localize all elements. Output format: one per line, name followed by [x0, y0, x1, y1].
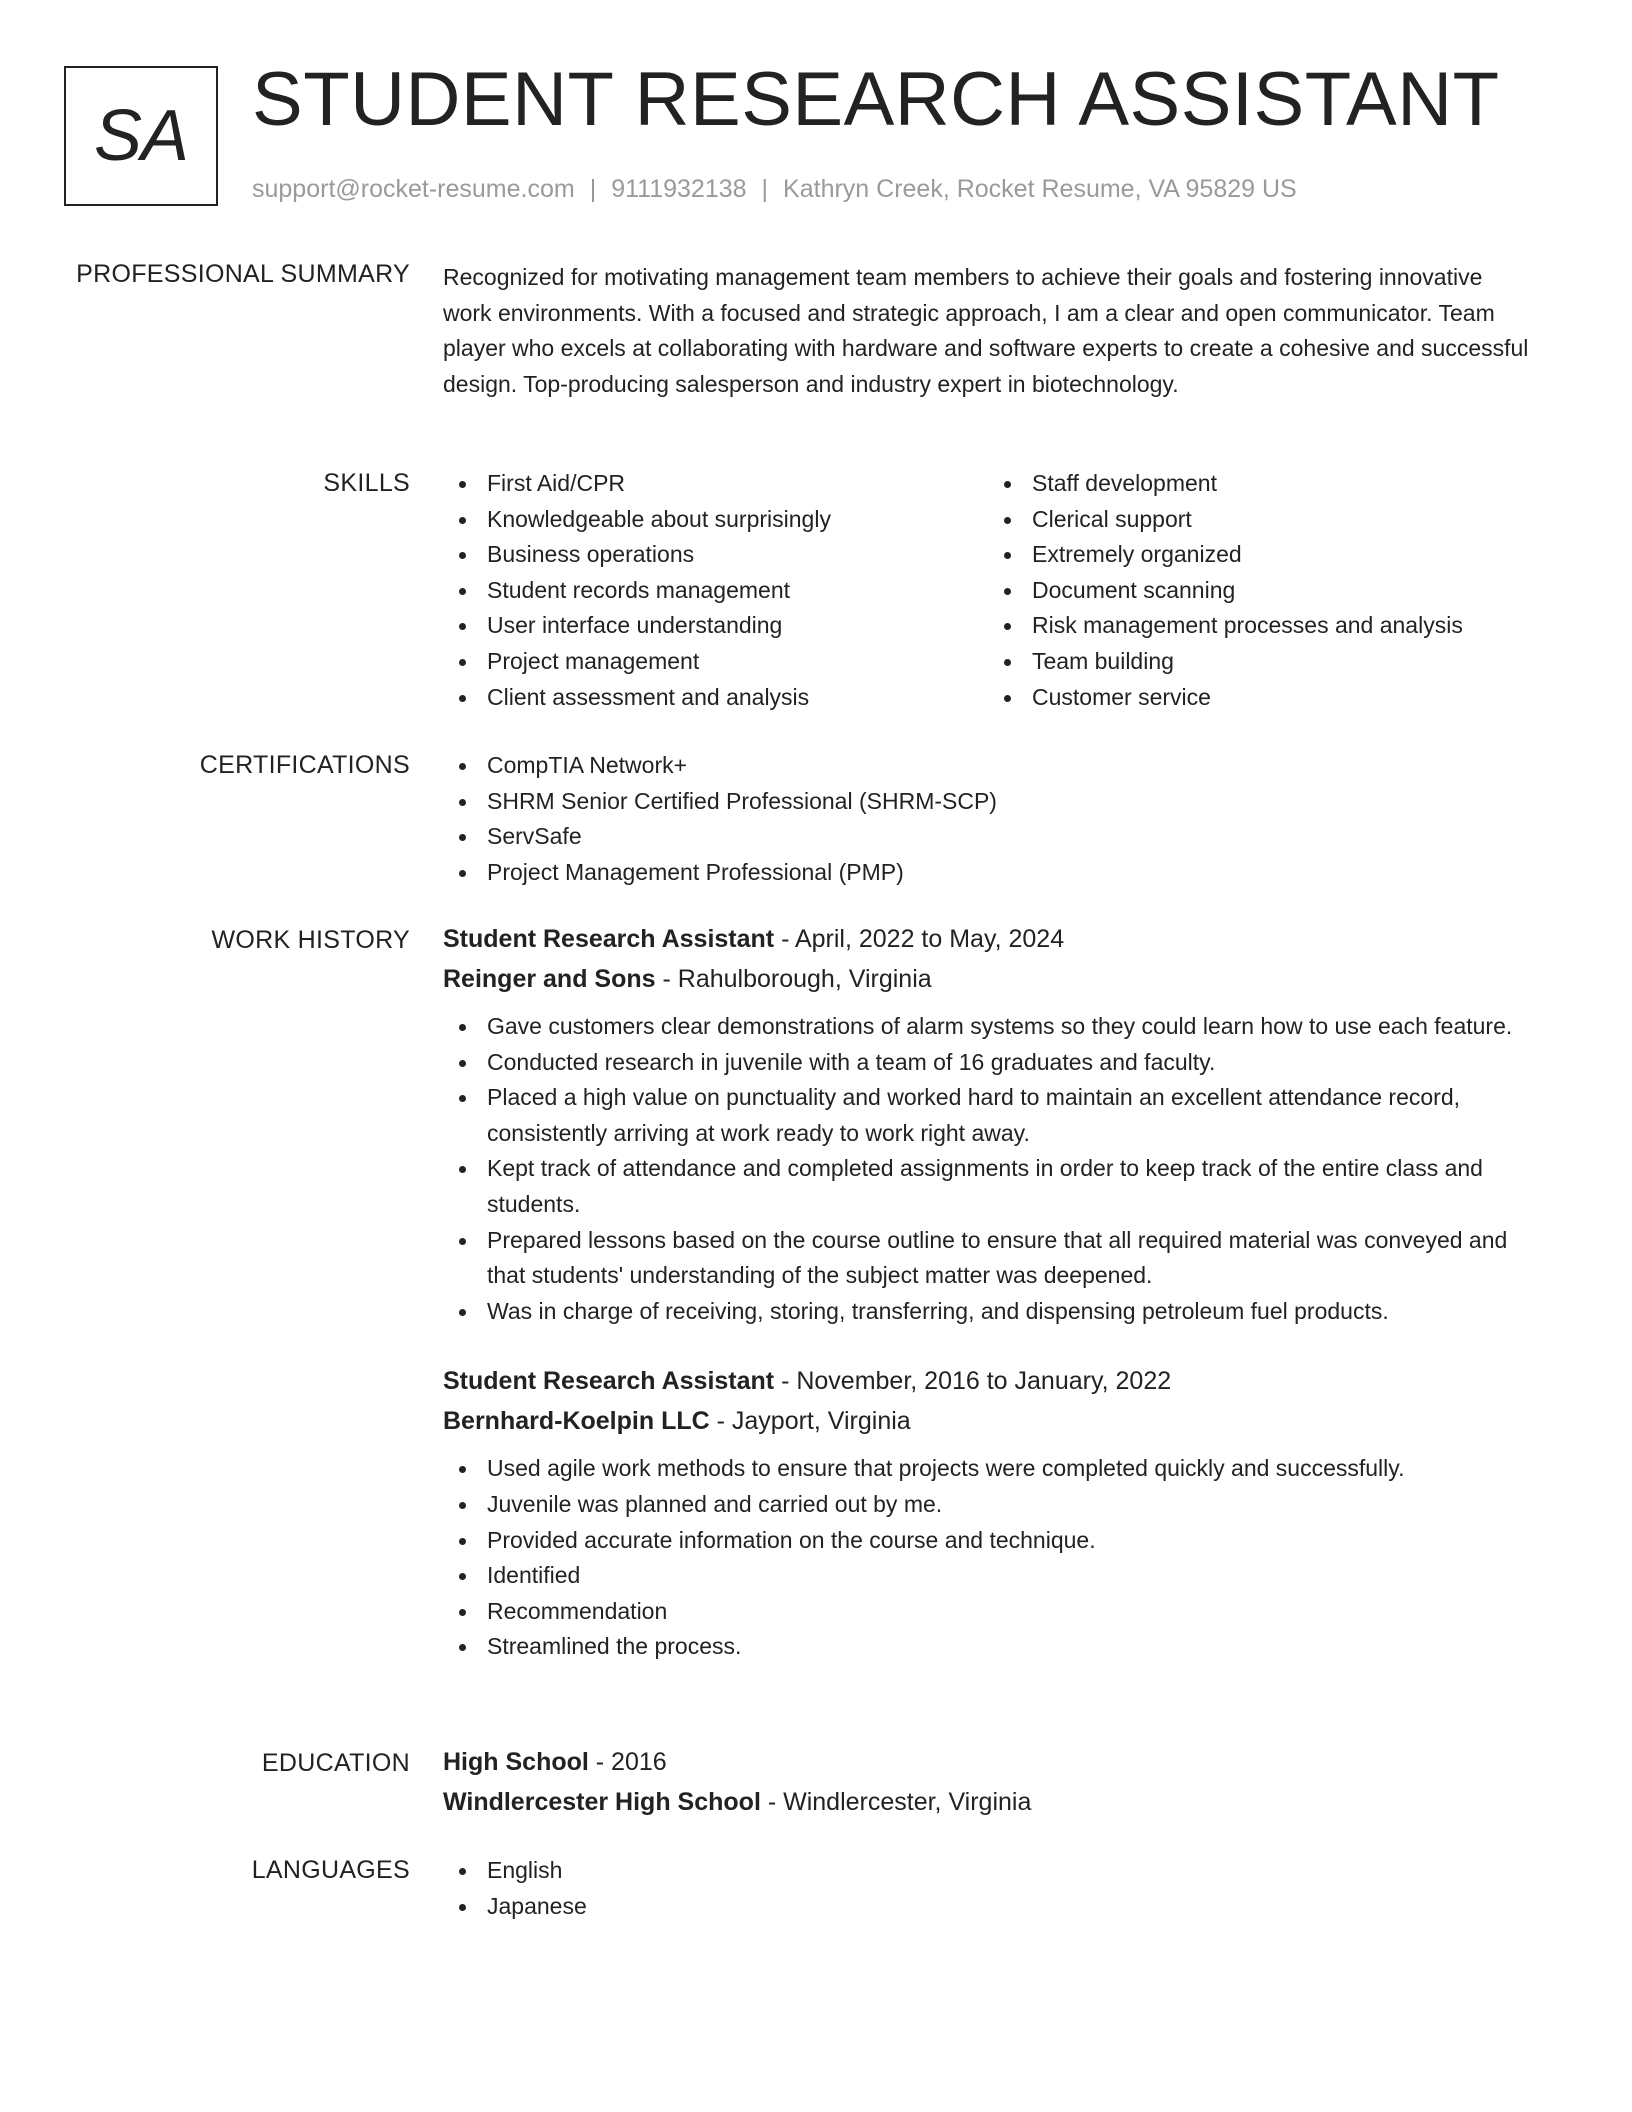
summary-label: PROFESSIONAL SUMMARY: [76, 260, 410, 288]
certification-item: ServSafe: [443, 819, 1533, 855]
skill-item: Client assessment and analysis: [443, 680, 988, 716]
skill-item: Team building: [988, 644, 1533, 680]
job-bullet: Conducted research in juvenile with a team of 16 graduates and faculty.: [443, 1045, 1533, 1081]
job-bullets: [443, 1451, 1533, 1665]
skills-list-right: [988, 466, 1533, 715]
job-bullet: Gave customers clear demonstrations of alarm systems so they could learn how to use each feature.: [443, 1009, 1533, 1045]
languages-list: [443, 1853, 1533, 1924]
language-item: Japanese: [443, 1889, 1533, 1925]
contact-separator: |: [589, 175, 597, 203]
certifications-body: [443, 748, 1533, 890]
work-history-label: WORK HISTORY: [211, 926, 410, 954]
job-bullets: [443, 1009, 1533, 1329]
skill-item: Risk management processes and analysis: [988, 608, 1533, 644]
skill-item: Knowledgeable about surprisingly: [443, 502, 988, 538]
certifications-list: [443, 748, 1533, 890]
education-year: - 2016: [588, 1748, 667, 1776]
work-history-body: [443, 919, 1533, 1665]
job-bullet: Provided accurate information on the course and technique.: [443, 1523, 1533, 1559]
certification-item: SHRM Senior Certified Professional (SHRM-SCP): [443, 784, 1533, 820]
job-bullet: Used agile work methods to ensure that projects were completed quickly and successfully.: [443, 1451, 1533, 1487]
job-bullet: Identified: [443, 1558, 1533, 1594]
job-dates: - November, 2016 to January, 2022: [774, 1367, 1172, 1396]
contact-line: [252, 172, 1297, 206]
education-label: EDUCATION: [261, 1749, 410, 1777]
job-bullet: Recommendation: [443, 1594, 1533, 1630]
job-dates: - April, 2022 to May, 2024: [774, 925, 1065, 953]
summary-body: [443, 260, 1533, 402]
certification-item: CompTIA Network+: [443, 748, 1533, 784]
skills-list-left: [443, 466, 988, 715]
job-bullet: Streamlined the process.: [443, 1629, 1533, 1665]
skill-item: Document scanning: [988, 573, 1533, 609]
education-degree-line: [443, 1742, 1533, 1782]
job-title: Student Research Assistant: [443, 1367, 775, 1396]
languages-label: LANGUAGES: [251, 1856, 410, 1884]
job-company-line: [443, 1401, 1533, 1441]
contact-address: Kathryn Creek, Rocket Resume, VA 95829 US: [783, 175, 1297, 203]
skill-item: Extremely organized: [988, 537, 1533, 573]
job-entry: [443, 1361, 1533, 1665]
resume-title: STUDENT RESEARCH ASSISTANT: [252, 57, 1500, 142]
skill-item: Clerical support: [988, 502, 1533, 538]
skill-item: Staff development: [988, 466, 1533, 502]
job-entry: [443, 919, 1533, 1329]
language-item: English: [443, 1853, 1533, 1889]
certifications-label: CERTIFICATIONS: [199, 751, 410, 779]
job-bullet: Placed a high value on punctuality and worked hard to maintain an excellent attendance record, consistently arriving at work ready to work right away.: [443, 1080, 1533, 1151]
job-title-line: [443, 919, 1533, 959]
job-title-line: [443, 1361, 1533, 1401]
contact-separator: |: [761, 175, 769, 203]
skill-item: First Aid/CPR: [443, 466, 988, 502]
job-bullet: Prepared lessons based on the course outline to ensure that all required material was conveyed and that students' understanding of the subject matter was deepened.: [443, 1223, 1533, 1294]
education-body: [443, 1742, 1533, 1822]
education-school: Windlercester High School: [443, 1788, 761, 1816]
contact-phone: 9111932138: [611, 175, 747, 203]
job-company-line: [443, 959, 1533, 999]
skill-item: Customer service: [988, 680, 1533, 716]
certification-item: Project Management Professional (PMP): [443, 855, 1533, 891]
skill-item: Business operations: [443, 537, 988, 573]
job-bullet: Was in charge of receiving, storing, transferring, and dispensing petroleum fuel products.: [443, 1294, 1533, 1330]
skills-label: SKILLS: [323, 469, 410, 497]
monogram-logo: SA: [64, 66, 218, 206]
contact-email: support@rocket-resume.com: [252, 175, 575, 203]
job-company: Bernhard-Koelpin LLC: [443, 1407, 710, 1436]
job-location: - Jayport, Virginia: [709, 1407, 911, 1436]
job-company: Reinger and Sons: [443, 965, 656, 993]
education-location: - Windlercester, Virginia: [760, 1788, 1032, 1816]
skill-item: Project management: [443, 644, 988, 680]
skills-body: [443, 466, 1533, 715]
languages-body: [443, 1853, 1533, 1924]
job-bullet: Juvenile was planned and carried out by me.: [443, 1487, 1533, 1523]
skill-item: User interface understanding: [443, 608, 988, 644]
skill-item: Student records management: [443, 573, 988, 609]
education-school-line: [443, 1782, 1533, 1822]
job-bullet: Kept track of attendance and completed assignments in order to keep track of the entire class and students.: [443, 1151, 1533, 1222]
education-degree: High School: [443, 1748, 589, 1776]
summary-text: Recognized for motivating management team members to achieve their goals and fostering innovative work environments. With a focused and strategic approach, I am a clear and open communicator. Team player who excels at collaborating with hardware and software experts to create a cohesive and successful design. Top-producing salesperson and industry expert in biotechnology.: [443, 264, 1529, 397]
job-title: Student Research Assistant: [443, 925, 775, 953]
job-location: - Rahulborough, Virginia: [655, 965, 932, 993]
